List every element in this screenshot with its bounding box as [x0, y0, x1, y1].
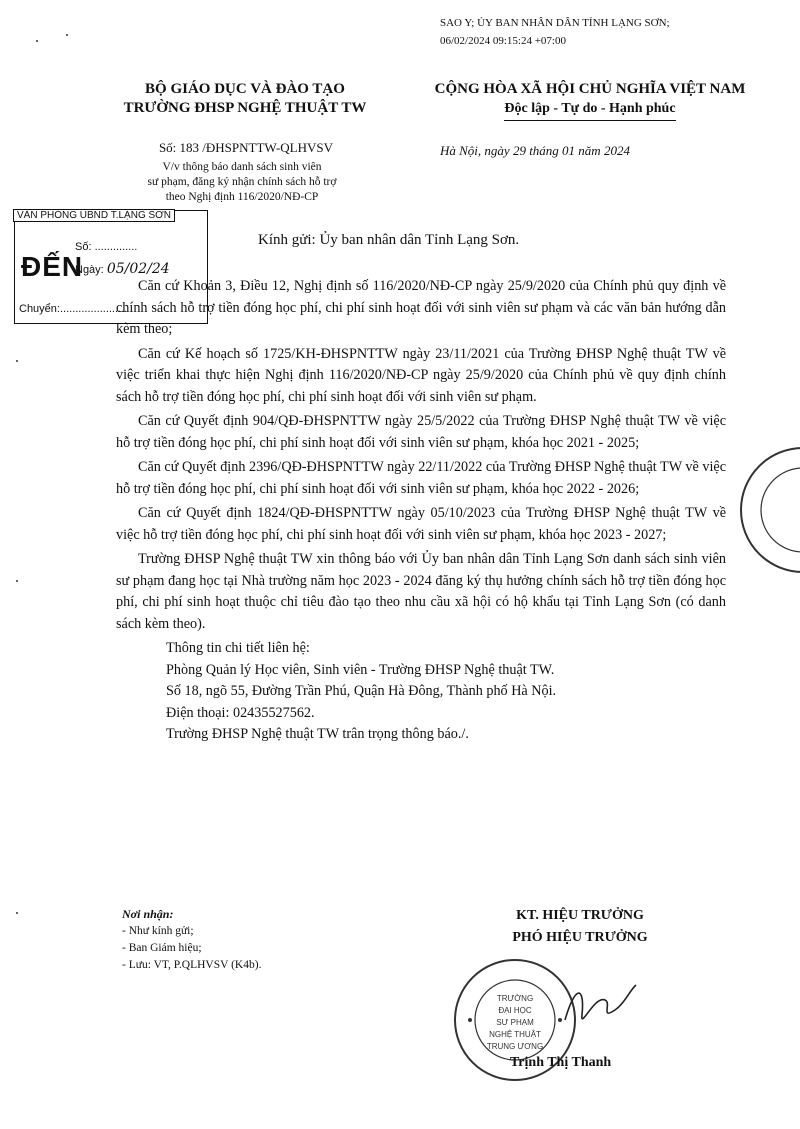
paragraph: Căn cứ Quyết định 2396/QĐ-ĐHSPNTTW ngày 22/11/2022 của Trường ĐHSP Nghệ thuật TW về việc hỗ trợ tiền đóng học phí, chi phí sinh hoạt đối với sinh viên sư phạm, khóa học 2022 - 2026; [116, 459, 726, 497]
stamp-forward: Chuyển:...................... [19, 303, 128, 315]
contact-line: Phòng Quản lý Học viên, Sinh viên - Trường ĐHSP Nghệ thuật TW. [166, 661, 555, 678]
stamp-office: VĂN PHÒNG UBND T.LẠNG SƠN [13, 209, 175, 222]
copy-note-line1: SAO Y; ỦY BAN NHÂN DÂN TỈNH LẠNG SƠN; [440, 17, 670, 29]
issuer-header [80, 80, 410, 118]
handwritten-signature-icon [560, 975, 640, 1035]
subject-line: V/v thông báo danh sách sinh viên [162, 161, 322, 173]
ministry-name: BỘ GIÁO DỤC VÀ ĐÀO TẠO [145, 81, 345, 97]
recipient-item: - Lưu: VT, P.QLHVSV (K4b). [122, 959, 262, 971]
document-subject [92, 160, 392, 205]
subject-line: theo Nghị định 116/2020/NĐ-CP [165, 191, 319, 203]
signer-role-2: PHÓ HIỆU TRƯỞNG [512, 930, 648, 945]
seal-text: ĐẠI HỌC [498, 1006, 532, 1015]
stamp-date [75, 261, 170, 277]
document-number: Số: 183 /ĐHSPNTTW-QLHVSV [158, 140, 334, 155]
school-name: TRƯỜNG ĐHSP NGHỆ THUẬT TW [123, 100, 367, 116]
stamp-date-label: Ngày: [75, 264, 104, 276]
seal-text: TRƯỜNG [496, 994, 534, 1003]
copy-note-line2: 06/02/2024 09:15:24 +07:00 [440, 35, 566, 47]
stamp-date-value: 05/02/24 [106, 261, 170, 277]
stamp-number: Số: .............. [75, 241, 138, 253]
recipient-item: - Ban Giám hiệu; [122, 942, 202, 954]
paragraph: Căn cứ Khoản 3, Điều 12, Nghị định số 116/2020/NĐ-CP ngày 25/9/2020 của Chính phủ quy định về chính sách hỗ trợ tiền đóng học phí, chi phí sinh hoạt đối với sinh viên sư phạm và các văn bản hướng dẫn kèm theo; [116, 278, 726, 337]
contact-line: Trường ĐHSP Nghệ thuật TW trân trọng thông báo./. [166, 726, 469, 742]
digital-copy-note [440, 14, 670, 50]
contact-line: Số 18, ngõ 55, Đường Trần Phú, Quận Hà Đông, Thành phố Hà Nội. [166, 683, 557, 699]
greeting: Kính gửi: Ủy ban nhân dân Tỉnh Lạng Sơn. [258, 232, 520, 248]
recipient-item: - Như kính gửi; [122, 925, 194, 937]
contact-line: Điện thoại: 02435527562. [166, 704, 315, 721]
seal-text: TRUNG ƯƠNG [486, 1042, 544, 1051]
national-motto: Độc lập - Tự do - Hạnh phúc [504, 99, 675, 121]
contact-line: Thông tin chi tiết liên hệ: [166, 640, 310, 656]
nation-name: CỘNG HÒA XÃ HỘI CHỦ NGHĨA VIỆT NAM [434, 81, 746, 97]
paragraph: Căn cứ Quyết định 1824/QĐ-ĐHSPNTTW ngày 05/10/2023 của Trường ĐHSP Nghệ thuật TW về việc hỗ trợ tiền đóng học phí, chi phí sinh hoạt đối với sinh viên sư phạm, khóa học 2023 - 2027; [116, 505, 726, 543]
place-and-date: Hà Nội, ngày 29 tháng 01 năm 2024 [440, 143, 630, 158]
partial-seal-icon [735, 440, 800, 580]
paragraph: Trường ĐHSP Nghệ thuật TW xin thông báo với Ủy ban nhân dân Tỉnh Lạng Sơn danh sách sinh viên sư phạm đang học tại Nhà trường năm học 2023 - 2024 đăng ký thụ hưởng chính sách hỗ trợ tiền đóng học phí, chi phí sinh hoạt thuộc chỉ tiêu đào tạo theo nhu cầu xã hội có hộ khẩu tại Tỉnh Lạng Sơn (có danh sách kèm theo). [116, 551, 726, 632]
stamp-den: ĐẾN [21, 251, 84, 282]
national-header [390, 80, 790, 121]
signature-block [470, 905, 690, 949]
paragraph: Căn cứ Kế hoạch số 1725/KH-ĐHSPNTTW ngày 23/11/2021 của Trường ĐHSP Nghệ thuật TW về việc triển khai thực hiện Nghị định 116/2020/NĐ-CP ngày 25/9/2020 của Chính phủ về quy định chính sách hỗ trợ tiền đóng học phí, chi phí sinh hoạt đối với sinh viên sư phạm. [116, 345, 726, 405]
letter-body [116, 276, 726, 746]
recipients-block [122, 906, 261, 974]
subject-line: sư phạm, đăng ký nhận chính sách hỗ trợ [147, 176, 337, 188]
signer-role-1: KT. HIỆU TRƯỞNG [516, 908, 644, 923]
seal-text: NGHỆ THUẬT [489, 1030, 541, 1039]
signer-name: Trịnh Thị Thanh [510, 1055, 612, 1070]
paragraph: Căn cứ Quyết định 904/QĐ-ĐHSPNTTW ngày 25/5/2022 của Trường ĐHSP Nghệ thuật TW về việc hỗ trợ tiền đóng học phí, chi phí sinh hoạt đối với sinh viên sư phạm, khóa học 2021 - 2025; [116, 413, 726, 451]
seal-text: SƯ PHẠM [496, 1018, 534, 1027]
recipients-title: Nơi nhận: [122, 907, 174, 921]
